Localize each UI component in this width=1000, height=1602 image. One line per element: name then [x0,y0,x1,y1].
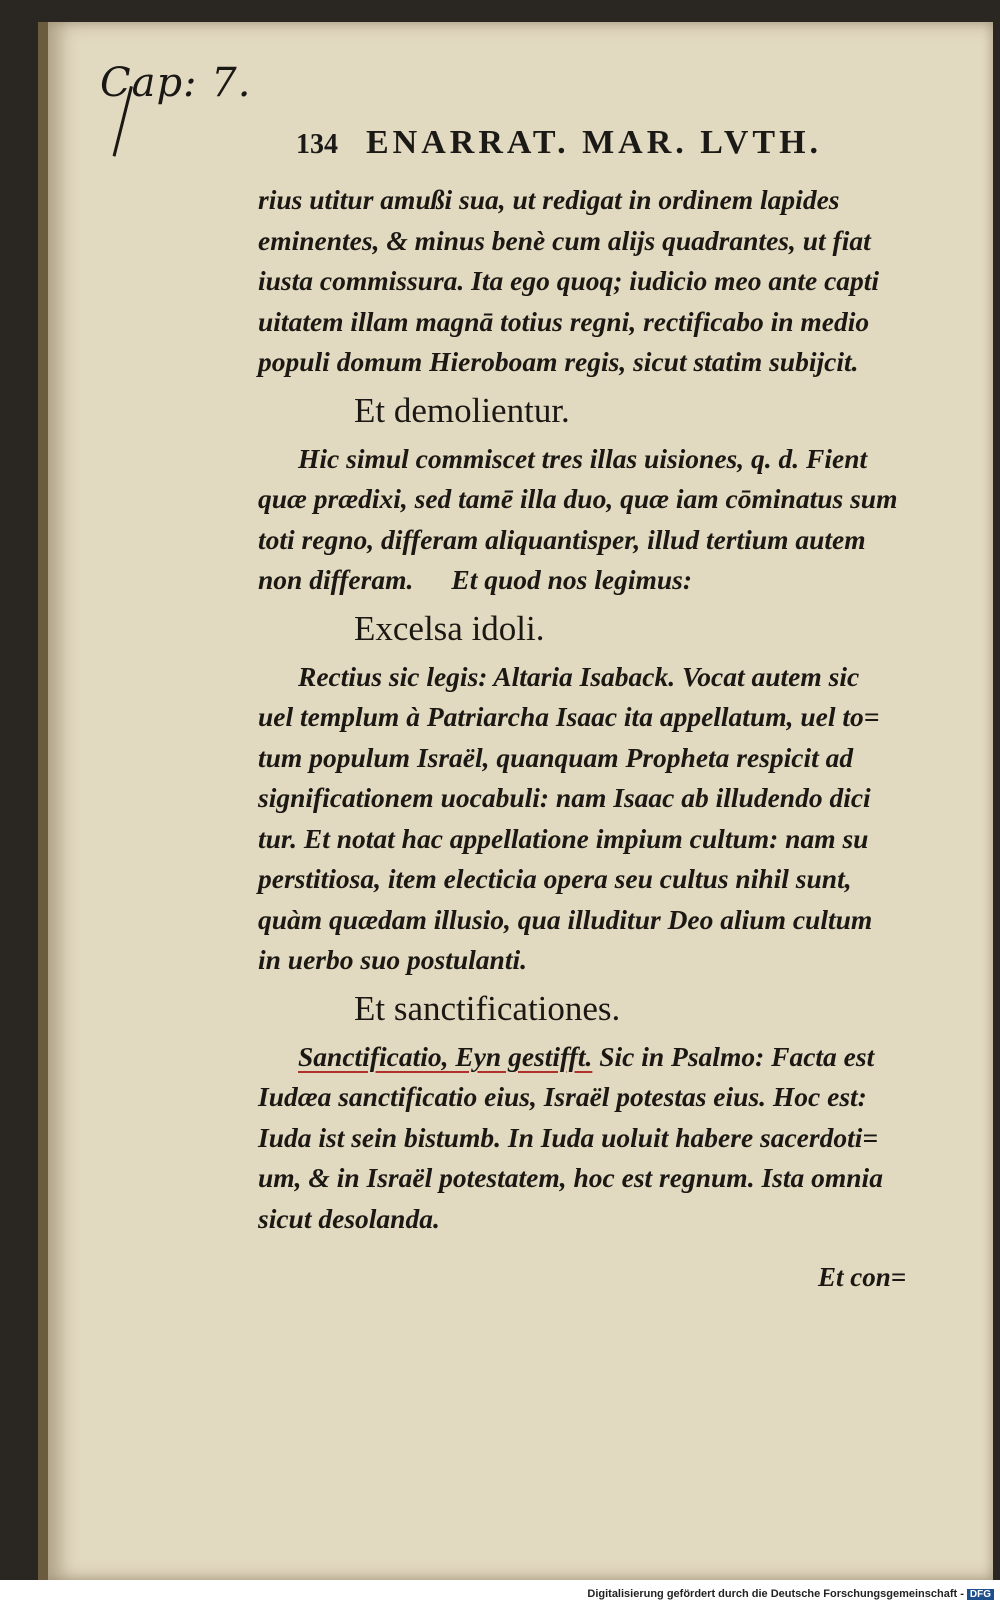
text-span: Sic in Psalmo: Facta est [592,1040,875,1072]
text-line: quàm quædam illusio, qua illuditur Deo alium cultum [258,903,873,935]
dfg-logo: DFG [967,1589,994,1600]
text-line: Rectius sic legis: Altaria Isaback. Vocat autem sic [298,660,860,692]
text-line: rius utitur amußi sua, ut redigat in ordinem lapides [258,184,840,215]
text-line: tur. Et notat hac appellatione impium cultum: nam su [258,822,869,854]
catchword: Et con= [818,1262,907,1292]
text-line: populi domum Hieroboam regis, sicut statim subijcit. [258,346,859,377]
text-line: toti regno, differam aliquantisper, illud tertium autem [258,523,866,555]
lemma-heading: Et demolientur. [354,390,570,430]
text-line: in uerbo suo postulanti. [258,944,527,975]
text-line [258,1037,918,1078]
lemma-heading: Et sanctificationes. [354,988,621,1028]
text-line: uel templum à Patriarcha Isaac ita appellatum, uel to= [258,701,880,732]
handwritten-margin-note: Cap: 7. [100,60,252,106]
running-head-title: ENARRAT. MAR. LVTH. [366,124,823,161]
running-head [296,124,856,162]
body-text [258,180,918,1239]
footer-text: Digitalisierung gefördert durch die Deutsche Forschungsgemeinschaft - [587,1588,964,1600]
text-line: Iudæa sanctificatio eius, Israël potestas eius. Hoc est: [258,1081,867,1112]
text-line: significationem uocabuli: nam Isaac ab illudendo dici [258,782,871,813]
text-line: Hic simul commiscet tres illas uisiones, q. d. Fient [298,442,868,474]
text-line: sicut desolanda. [258,1202,440,1234]
text-line: eminentes, & minus benè cum alijs quadrantes, ut fiat [258,224,871,256]
page-number: 134 [296,129,338,160]
underlined-phrase: Sanctificatio, Eyn gestifft. [298,1040,593,1072]
text-line: quæ prædixi, sed tamē illa duo, quæ iam cōminatus sum [258,483,898,514]
text-line: iusta commissura. Ita ego quoq; iudicio meo ante capti [258,265,880,296]
inline-phrase: Et quod nos legimus: [451,564,693,595]
lemma-heading: Excelsa idoli. [354,608,545,648]
text-line: uitatem illam magnā totius regni, rectificabo in medio [258,305,870,337]
digitization-footer [587,1588,994,1600]
text-line: tum populum Israël, quanquam Propheta respicit ad [258,741,854,773]
text-span: non differam. [258,564,414,595]
text-line: um, & in Israël potestatem, hoc est regnum. Ista omnia [258,1162,883,1193]
text-line: Iuda ist sein bistumb. In Iuda uoluit habere sacerdoti= [258,1121,879,1153]
text-line: perstitiosa, item electicia opera seu cultus nihil sunt, [258,863,852,894]
text-line [258,560,918,601]
